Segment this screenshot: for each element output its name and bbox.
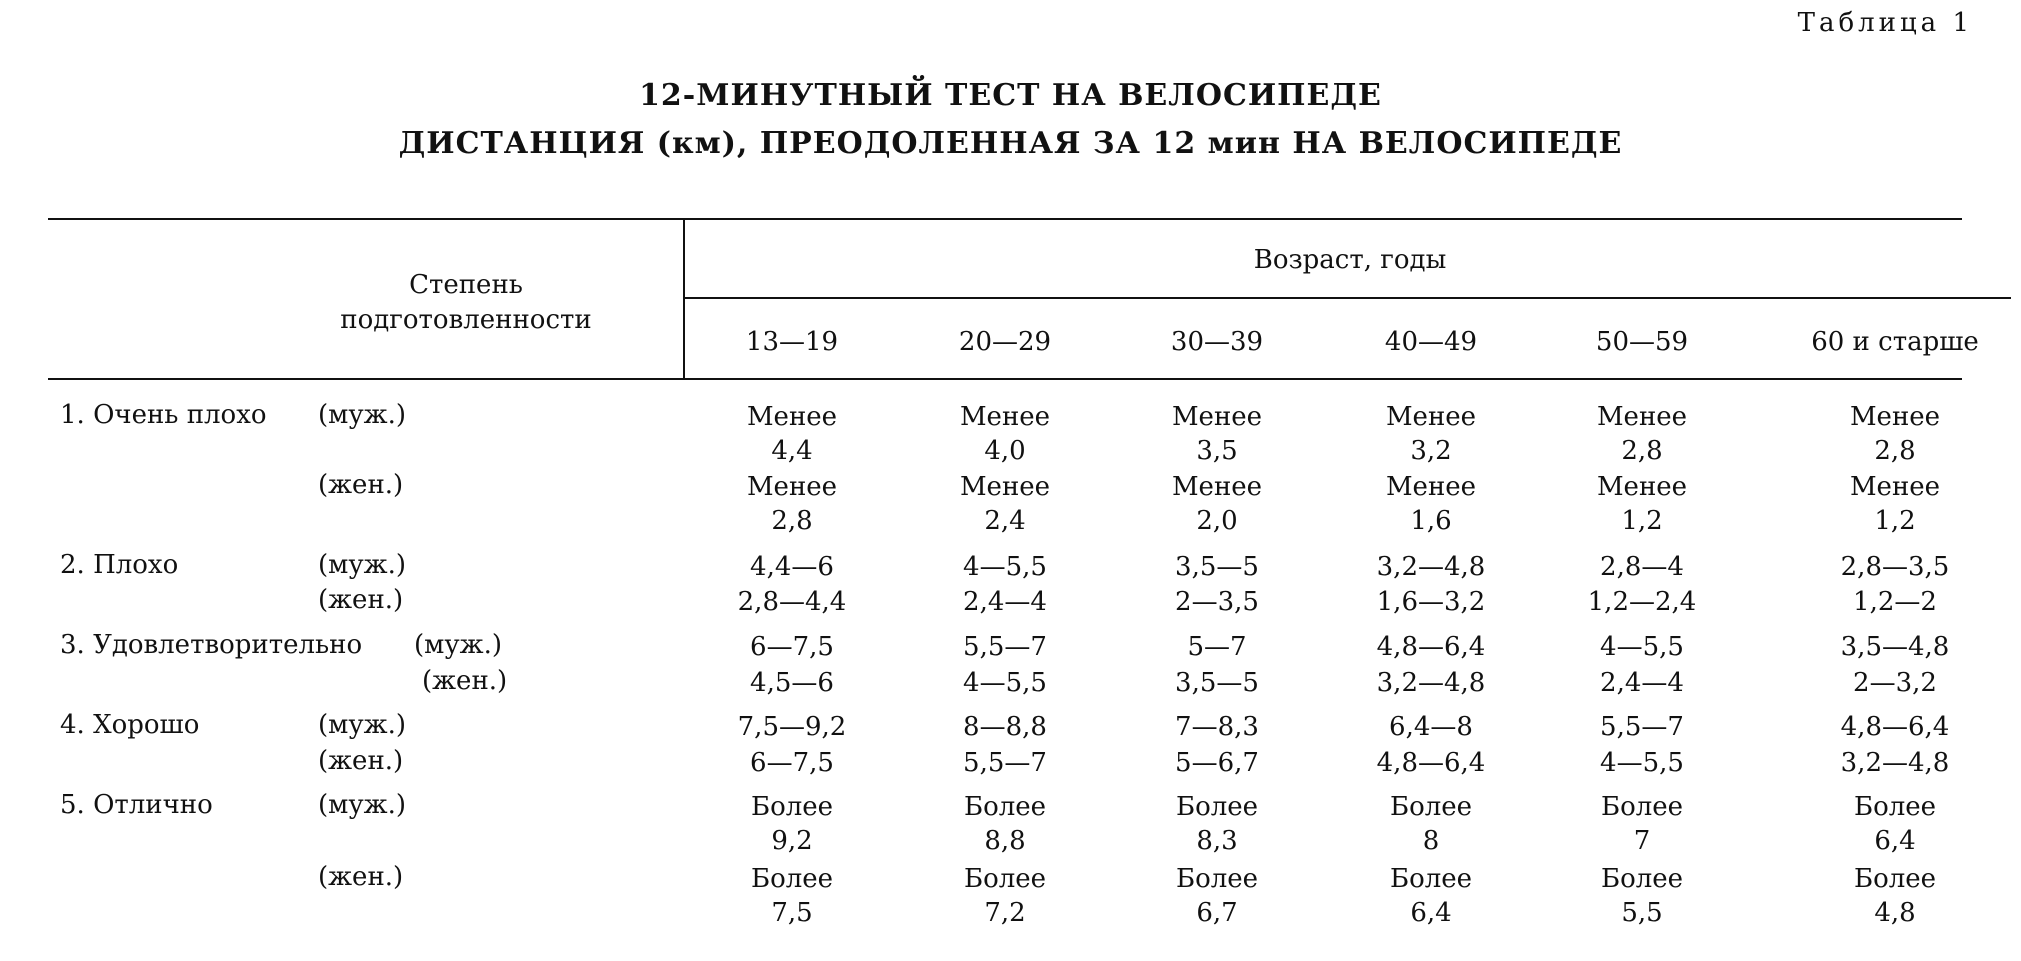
age-column-header: 40—49 [1384,327,1478,357]
table-cell: 5—6,7 [1175,748,1259,778]
table-cell: Менее [1385,472,1477,502]
table-cell: 4,8—6,4 [1840,712,1950,742]
fitness-level-label: 4. Хорошо [60,710,200,740]
table-cell: 2,4—4 [1600,668,1684,698]
age-group-header: Возраст, годы [1253,245,1447,275]
table-cell: 7,2 [984,898,1026,928]
table-cell: Более [1175,864,1259,894]
table-cell: 9,2 [771,826,813,856]
table-cell: 1,6 [1410,506,1452,536]
table-cell: Более [963,864,1047,894]
table-cell: 3,2—4,8 [1840,748,1950,778]
table-cell: Менее [1596,402,1688,432]
header-bottom-rule [48,378,1962,380]
table-cell: 1,2 [1874,506,1916,536]
table-cell: Менее [959,472,1051,502]
table-cell: 2,0 [1196,506,1238,536]
table-top-rule [48,218,1962,220]
table-cell: 3,5—5 [1175,552,1259,582]
table-cell: 2,8 [1874,436,1916,466]
table-title-line-1: 12-МИНУТНЫЙ ТЕСТ НА ВЕЛОСИПЕДЕ [639,78,1382,113]
table-cell: Более [1175,792,1259,822]
table-cell: 6,4 [1410,898,1452,928]
sex-label-male: (муж.) [318,400,406,430]
age-column-header: 20—29 [958,327,1052,357]
table-cell: Менее [1385,402,1477,432]
age-header-rule [684,297,2011,299]
table-cell: 7,5 [771,898,813,928]
table-cell: Более [1853,792,1937,822]
table-cell: Менее [746,402,838,432]
table-cell: 5—7 [1187,632,1247,662]
table-cell: 3,2—4,8 [1376,668,1486,698]
fitness-header-line-1: Степень [409,270,523,300]
table-cell: 4—5,5 [1600,748,1684,778]
table-cell: 2,8 [1621,436,1663,466]
table-cell: 6—7,5 [750,748,834,778]
table-cell: 1,2—2,4 [1587,587,1697,617]
age-column-header: 13—19 [745,327,839,357]
table-cell: 4,0 [984,436,1026,466]
table-cell: 2—3,5 [1175,587,1259,617]
table-cell: 1,6—3,2 [1376,587,1486,617]
fitness-level-label: 3. Удовлетворительно [60,630,363,660]
age-column-header: 30—39 [1170,327,1264,357]
fitness-level-label: 1. Очень плохо [60,400,267,430]
table-cell: Менее [1849,472,1941,502]
table-cell: Более [1389,864,1473,894]
fitness-level-label: 5. Отлично [60,790,213,820]
table-cell: Более [1389,792,1473,822]
table-cell: Более [1600,864,1684,894]
table-cell: 2—3,2 [1853,668,1937,698]
table-cell: 5,5—7 [963,748,1047,778]
table-cell: Более [1600,792,1684,822]
table-cell: 8,3 [1196,826,1238,856]
sex-label-male: (муж.) [414,630,502,660]
table-cell: 6,7 [1196,898,1238,928]
age-column-header: 60 и старше [1811,327,1979,357]
table-cell: 1,2 [1621,506,1663,536]
table-cell: 2,4 [984,506,1026,536]
table-cell: Более [963,792,1047,822]
table-cell: 8—8,8 [963,712,1047,742]
table-cell: 4,4 [771,436,813,466]
table-cell: 4,8—6,4 [1376,748,1486,778]
sex-label-female: (жен.) [318,470,404,500]
table-cell: Менее [1849,402,1941,432]
sex-label-male: (муж.) [318,710,406,740]
table-cell: 8,8 [984,826,1026,856]
table-cell: 4,8—6,4 [1376,632,1486,662]
table-cell: 3,5—5 [1175,668,1259,698]
table-cell: 5,5 [1621,898,1663,928]
table-cell: 2,8—4,4 [737,587,847,617]
table-cell: 3,2 [1410,436,1452,466]
table-cell: 7—8,3 [1175,712,1259,742]
table-cell: 1,2—2 [1853,587,1937,617]
table-cell: Менее [1171,472,1263,502]
table-cell: Более [750,864,834,894]
sex-label-male: (муж.) [318,790,406,820]
table-cell: 6,4 [1874,826,1916,856]
table-cell: Более [750,792,834,822]
table-cell: 3,5 [1196,436,1238,466]
table-cell: 4,8 [1874,898,1916,928]
sex-label-female: (жен.) [318,746,404,776]
table-cell: 2,8—3,5 [1840,552,1950,582]
table-cell: 2,8 [771,506,813,536]
fitness-header-line-2: подготовленности [340,305,592,335]
fitness-level-label: 2. Плохо [60,550,179,580]
table-cell: Менее [746,472,838,502]
table-cell: 3,5—4,8 [1840,632,1950,662]
table-cell: Более [1853,864,1937,894]
table-cell: 8 [1422,826,1440,856]
header-column-divider [683,218,685,380]
sex-label-female: (жен.) [318,585,404,615]
table-cell: 4—5,5 [963,552,1047,582]
table-cell: Менее [1171,402,1263,432]
table-cell: 6,4—8 [1389,712,1473,742]
sex-label-male: (муж.) [318,550,406,580]
table-cell: 4,4—6 [750,552,834,582]
table-title-line-2: ДИСТАНЦИЯ (км), ПРЕОДОЛЕННАЯ ЗА 12 мин НА ВЕЛОСИПЕДЕ [398,126,1623,161]
table-cell: 5,5—7 [963,632,1047,662]
table-cell: 5,5—7 [1600,712,1684,742]
table-cell: 7,5—9,2 [737,712,847,742]
table-cell: Менее [959,402,1051,432]
table-cell: 2,4—4 [963,587,1047,617]
table-cell: 4,5—6 [750,668,834,698]
table-cell: 7 [1633,826,1651,856]
sex-label-female: (жен.) [318,862,404,892]
table-cell: 2,8—4 [1600,552,1684,582]
age-column-header: 50—59 [1595,327,1689,357]
sex-label-female: (жен.) [422,666,508,696]
table-cell: 3,2—4,8 [1376,552,1486,582]
table-cell: Менее [1596,472,1688,502]
table-cell: 4—5,5 [963,668,1047,698]
table-number: Таблица 1 [1797,8,1973,38]
table-cell: 6—7,5 [750,632,834,662]
table-cell: 4—5,5 [1600,632,1684,662]
